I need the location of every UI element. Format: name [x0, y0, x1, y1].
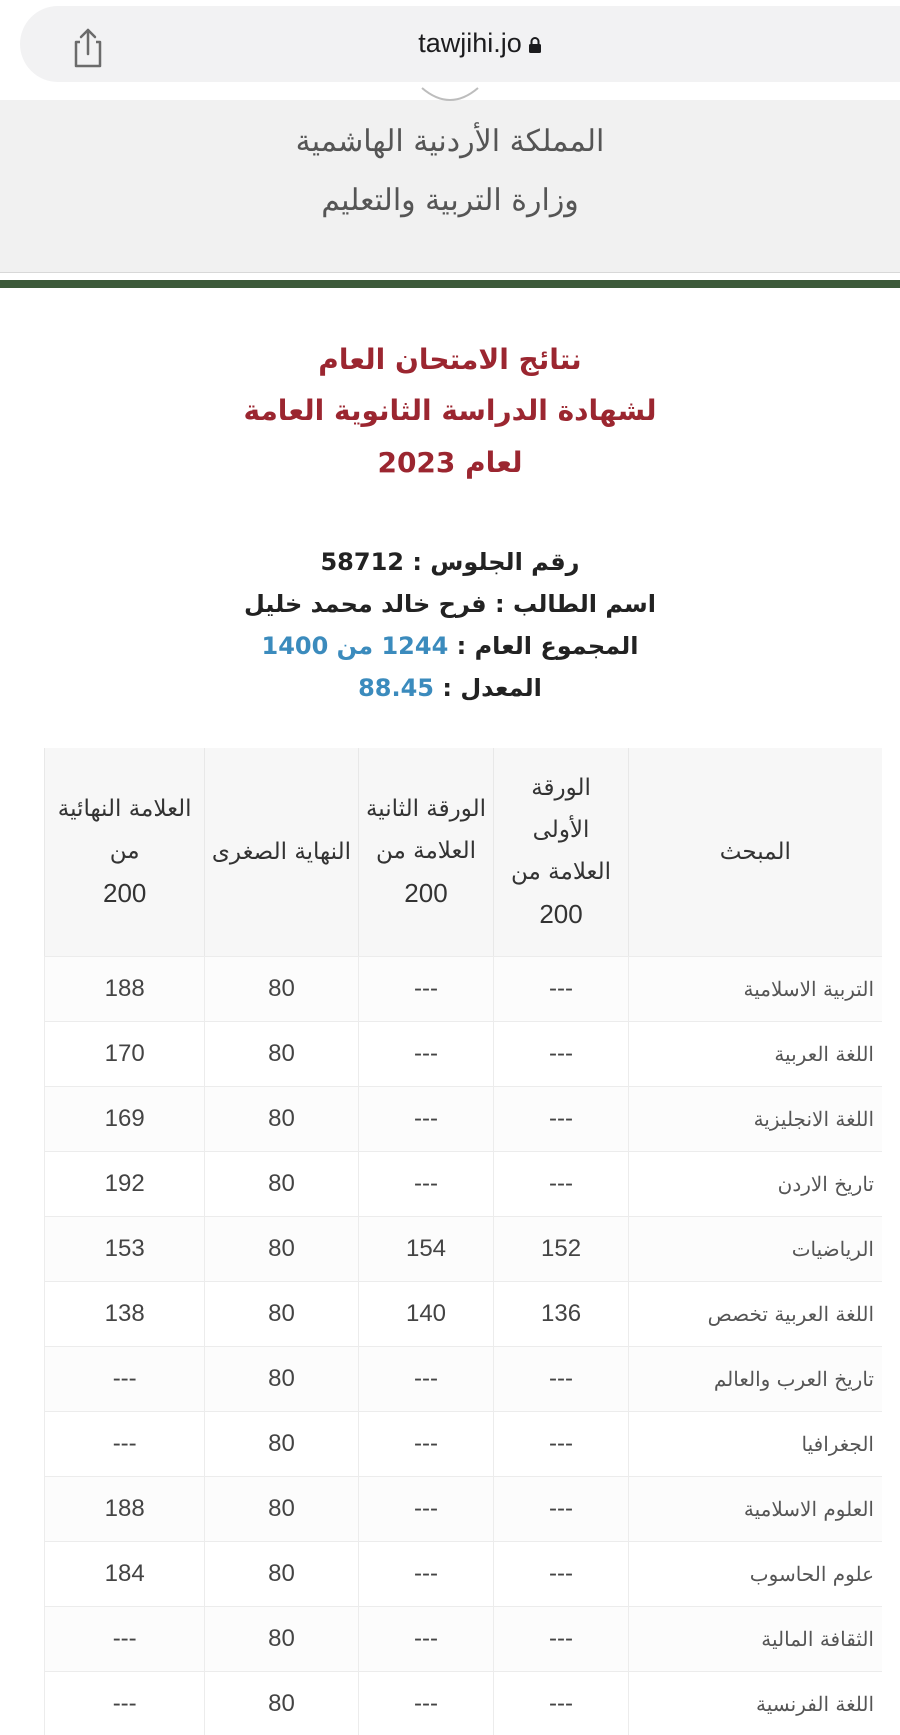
paper1-cell: 152 [493, 1216, 627, 1281]
table-row [44, 1541, 882, 1606]
student-name: فرح خالد محمد خليل [244, 590, 487, 618]
subject-cell: الرياضيات [628, 1216, 882, 1281]
final-cell: --- [44, 1346, 204, 1411]
paper2-cell: --- [358, 1476, 494, 1541]
seat-number-line [0, 548, 900, 576]
result-year: لعام 2023 [377, 446, 523, 479]
paper1-cell: --- [493, 1541, 627, 1606]
table-row [44, 956, 882, 1021]
header-divider [0, 280, 900, 288]
total-line [0, 632, 900, 660]
min-cell: 80 [204, 1281, 357, 1346]
min-cell: 80 [204, 956, 357, 1021]
paper1-cell: --- [493, 1346, 627, 1411]
paper2-cell: --- [358, 1086, 494, 1151]
result-subtitle: لشهادة الدراسة الثانوية العامة [243, 394, 657, 427]
average-value: 88.45 [358, 674, 435, 702]
total-value: 1244 [381, 632, 449, 660]
subject-cell: اللغة العربية [628, 1021, 882, 1086]
table-row [44, 1151, 882, 1216]
paper2-cell: --- [358, 1411, 494, 1476]
table-row [44, 1606, 882, 1671]
seat-number: 58712 [320, 548, 404, 576]
paper2-cell: 140 [358, 1281, 494, 1346]
header-paper2-label: الورقة الثانية العلامة من [365, 796, 487, 864]
table-row [44, 1346, 882, 1411]
header-final [44, 748, 204, 956]
paper1-cell: --- [493, 1671, 627, 1735]
min-cell: 80 [204, 1606, 357, 1671]
emblem-icon [420, 86, 480, 110]
header-final-label: العلامة النهائية من [57, 796, 192, 864]
header-paper1 [493, 748, 627, 956]
header-paper2 [358, 748, 494, 956]
paper2-cell: --- [358, 956, 494, 1021]
average-line [0, 674, 900, 702]
final-cell: 170 [44, 1021, 204, 1086]
name-label: اسم الطالب : [494, 590, 656, 618]
final-cell: 192 [44, 1151, 204, 1216]
paper2-cell: --- [358, 1346, 494, 1411]
total-label: المجموع العام : [456, 632, 639, 660]
subject-cell: الجغرافيا [628, 1411, 882, 1476]
paper2-cell: --- [358, 1606, 494, 1671]
min-cell: 80 [204, 1086, 357, 1151]
header-paper1-label: الورقة الأولى العلامة من [511, 775, 612, 885]
header-final-max: 200 [102, 878, 147, 908]
ministry-name: وزارة التربية والتعليم [321, 183, 579, 218]
average-label: المعدل : [442, 674, 542, 702]
paper2-cell: --- [358, 1541, 494, 1606]
address-bar[interactable] [20, 6, 900, 82]
final-cell: 153 [44, 1216, 204, 1281]
table-row [44, 1411, 882, 1476]
url-display[interactable] [20, 28, 900, 59]
table-row [44, 1671, 882, 1735]
browser-toolbar [0, 0, 900, 100]
final-cell: 138 [44, 1281, 204, 1346]
paper2-cell: --- [358, 1021, 494, 1086]
subject-cell: علوم الحاسوب [628, 1541, 882, 1606]
header-subject: المبحث [628, 748, 882, 956]
min-cell: 80 [204, 1151, 357, 1216]
final-cell: 169 [44, 1086, 204, 1151]
min-cell: 80 [204, 1216, 357, 1281]
paper1-cell: --- [493, 1411, 627, 1476]
table-row [44, 1216, 882, 1281]
table-row [44, 1021, 882, 1086]
final-cell: --- [44, 1411, 204, 1476]
paper1-cell: 136 [493, 1281, 627, 1346]
subject-cell: اللغة الانجليزية [628, 1086, 882, 1151]
final-cell: 188 [44, 1476, 204, 1541]
min-cell: 80 [204, 1346, 357, 1411]
table-header-row [44, 748, 882, 956]
min-cell: 80 [204, 1411, 357, 1476]
paper1-cell: --- [493, 956, 627, 1021]
subject-cell: اللغة الفرنسية [628, 1671, 882, 1735]
final-cell: 184 [44, 1541, 204, 1606]
final-cell: --- [44, 1606, 204, 1671]
min-cell: 80 [204, 1541, 357, 1606]
paper2-cell: --- [358, 1151, 494, 1216]
min-cell: 80 [204, 1021, 357, 1086]
min-cell: 80 [204, 1476, 357, 1541]
subject-cell: التربية الاسلامية [628, 956, 882, 1021]
paper1-cell: --- [493, 1021, 627, 1086]
subject-cell: تاريخ العرب والعالم [628, 1346, 882, 1411]
subject-cell: اللغة العربية تخصص [628, 1281, 882, 1346]
lock-icon [528, 30, 542, 48]
table-row [44, 1281, 882, 1346]
paper1-cell: --- [493, 1151, 627, 1216]
kingdom-name: المملكة الأردنية الهاشمية [295, 124, 605, 159]
student-name-line [0, 590, 900, 618]
subject-cell: تاريخ الاردن [628, 1151, 882, 1216]
header-paper2-max: 200 [404, 878, 448, 908]
result-title: نتائج الامتحان العام [318, 343, 582, 376]
seat-label: رقم الجلوس : [412, 548, 580, 576]
total-max: 1400 [261, 632, 329, 660]
final-cell: --- [44, 1671, 204, 1735]
paper1-cell: --- [493, 1086, 627, 1151]
paper1-cell: --- [493, 1606, 627, 1671]
paper1-cell: --- [493, 1476, 627, 1541]
total-of: من [336, 632, 374, 660]
header-min-pass: النهاية الصغرى [204, 748, 357, 956]
results-table [44, 748, 882, 1735]
paper2-cell: 154 [358, 1216, 494, 1281]
min-cell: 80 [204, 1671, 357, 1735]
url-text: tawjihi.jo [418, 28, 522, 58]
final-cell: 188 [44, 956, 204, 1021]
table-row [44, 1476, 882, 1541]
header-paper1-max: 200 [539, 899, 583, 929]
paper2-cell: --- [358, 1671, 494, 1735]
subject-cell: العلوم الاسلامية [628, 1476, 882, 1541]
subject-cell: الثقافة المالية [628, 1606, 882, 1671]
table-row [44, 1086, 882, 1151]
